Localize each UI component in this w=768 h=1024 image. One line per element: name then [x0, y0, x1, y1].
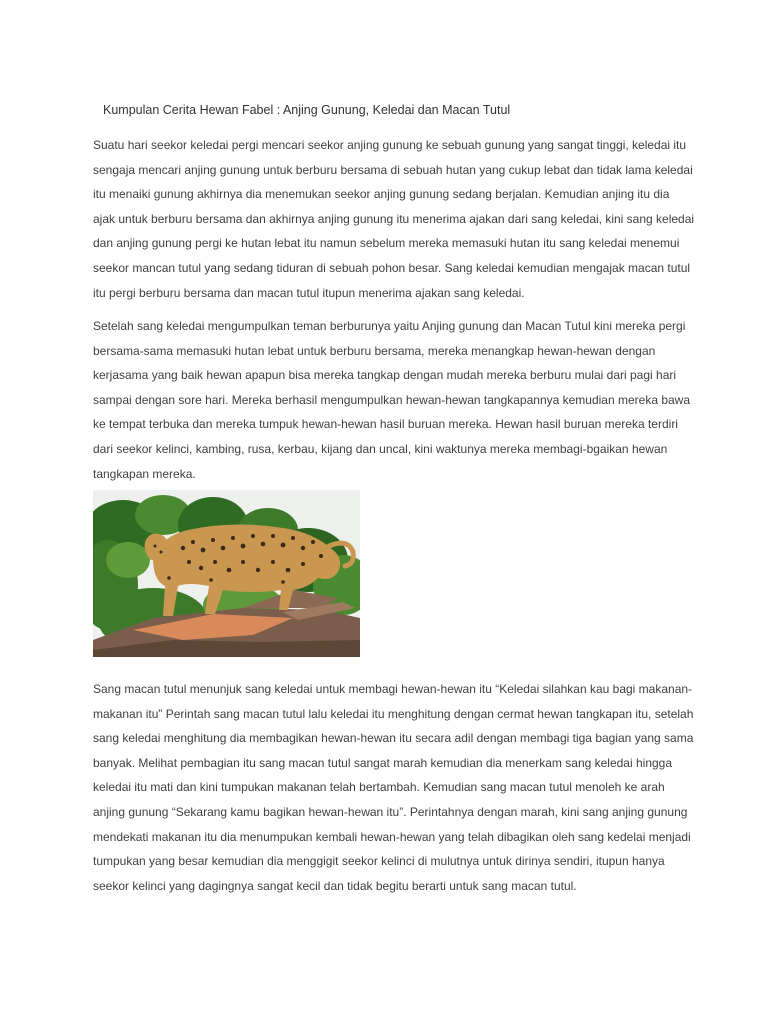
paragraph-line: Suatu hari seekor keledai pergi mencari seekor anjing gunung ke sebuah gunung yang sangat tinggi, keledai itu	[93, 138, 687, 152]
paragraph-line: ajak untuk berburu bersama dan akhirnya anjing gunung itu menerima ajakan dari sang keledai, kini sang keledai	[93, 211, 695, 226]
paragraph-line: ke tempat terbuka dan mereka tumpuk hewan-hewan hasil buruan mereka. Hewan hasil buruan mereka terdiri	[93, 417, 678, 432]
paragraph-line: tangkapan mereka.	[93, 466, 196, 481]
paragraph-line: itu menaiki gunung akhirnya dia menemukan seekor anjing gunung sedang berjalan. Kemudian anjing itu dia	[93, 187, 670, 202]
paragraph-line: seekor mancan tutul yang sedang tiduran di sebuah pohon besar. Sang keledai kemudian mengajak macan tutul	[93, 260, 691, 275]
paragraph-1	[93, 133, 695, 305]
paragraph-line: dari seekor kelinci, kambing, rusa, kerbau, kijang dan uncal, kini waktunya mereka membagi-bgaikan hewan	[93, 441, 668, 456]
paragraph-line: sang keledai menghitung dia membagikan hewan-hewan itu secara adil dengan membagi tiga bagian yang sama	[93, 731, 694, 746]
paragraph-2	[93, 314, 691, 486]
paragraph-line: anjing gunung “Sekarang kamu bagikan hewan-hewan itu”. Perintahnya dengan marah, kini sang anjing gunung	[93, 804, 688, 819]
paragraph-line: tumpukan yang besar kemudian dia menggigit seekor kelinci di mulutnya untuk dirinya sendiri, itupun hanya	[93, 854, 665, 869]
paragraph-line: Setelah sang keledai mengumpulkan teman berburunya yaitu Anjing gunung dan Macan Tutul kini mereka pergi	[93, 319, 686, 333]
document-title: Kumpulan Cerita Hewan Fabel : Anjing Gunung, Keledai dan Macan Tutul	[103, 103, 511, 117]
paragraph-line: keledai itu mati dan kini tumpukan makanan telah bertambah. Kemudian sang macan tutul menoleh ke arah	[93, 780, 665, 795]
paragraph-line: sengaja mencari anjing gunung untuk berburu bersama di sebuah hutan yang cukup lebat dan tidak lama keledai	[93, 162, 693, 177]
paragraph-line: seekor kelinci yang dagingnya sangat kecil dan tidak begitu berarti untuk sang macan tutul.	[93, 878, 577, 893]
paragraph-3	[93, 677, 694, 898]
paragraph-line: kerjasama yang baik hewan apapun bisa mereka tangkap dengan mudah mereka berburu mulai dari pagi hari	[93, 368, 677, 383]
paragraph-line: makanan itu” Perintah sang macan tutul lalu keledai itu menghitung dengan cermat hewan tangkapan itu, setelah	[93, 706, 694, 721]
paragraph-line: bersama-sama memasuki hutan lebat untuk berburu bersama, mereka menangkap hewan-hewan dengan	[93, 343, 656, 358]
paragraph-line: mendekati makanan itu dia menumpukan kembali hewan-hewan yang telah dibagikan oleh sang kedelai menjadi	[93, 829, 691, 844]
paragraph-line: Sang macan tutul menunjuk sang keledai untuk membagi hewan-hewan itu “Keledai silahkan kau bagi makanan-	[93, 682, 693, 696]
leopard-on-tree-icon	[93, 490, 360, 657]
paragraph-line: sampai dengan sore hari. Mereka berhasil mengumpulkan hewan-hewan tangkapannya kemudian mereka bawa	[93, 392, 691, 407]
paragraph-line: banyak. Melihat pembagian itu sang macan tutul sangat marah kemudian dia menerkam sang keledai hingga	[93, 755, 673, 770]
leopard-photo	[93, 490, 360, 657]
paragraph-line: itu pergi berburu bersama dan macan tutul itupun menerima ajakan sang keledai.	[93, 285, 525, 300]
paragraph-line: dan anjing gunung pergi ke hutan lebat itu namun sebelum mereka memasuki hutan itu sang keledai menemui	[93, 236, 680, 251]
